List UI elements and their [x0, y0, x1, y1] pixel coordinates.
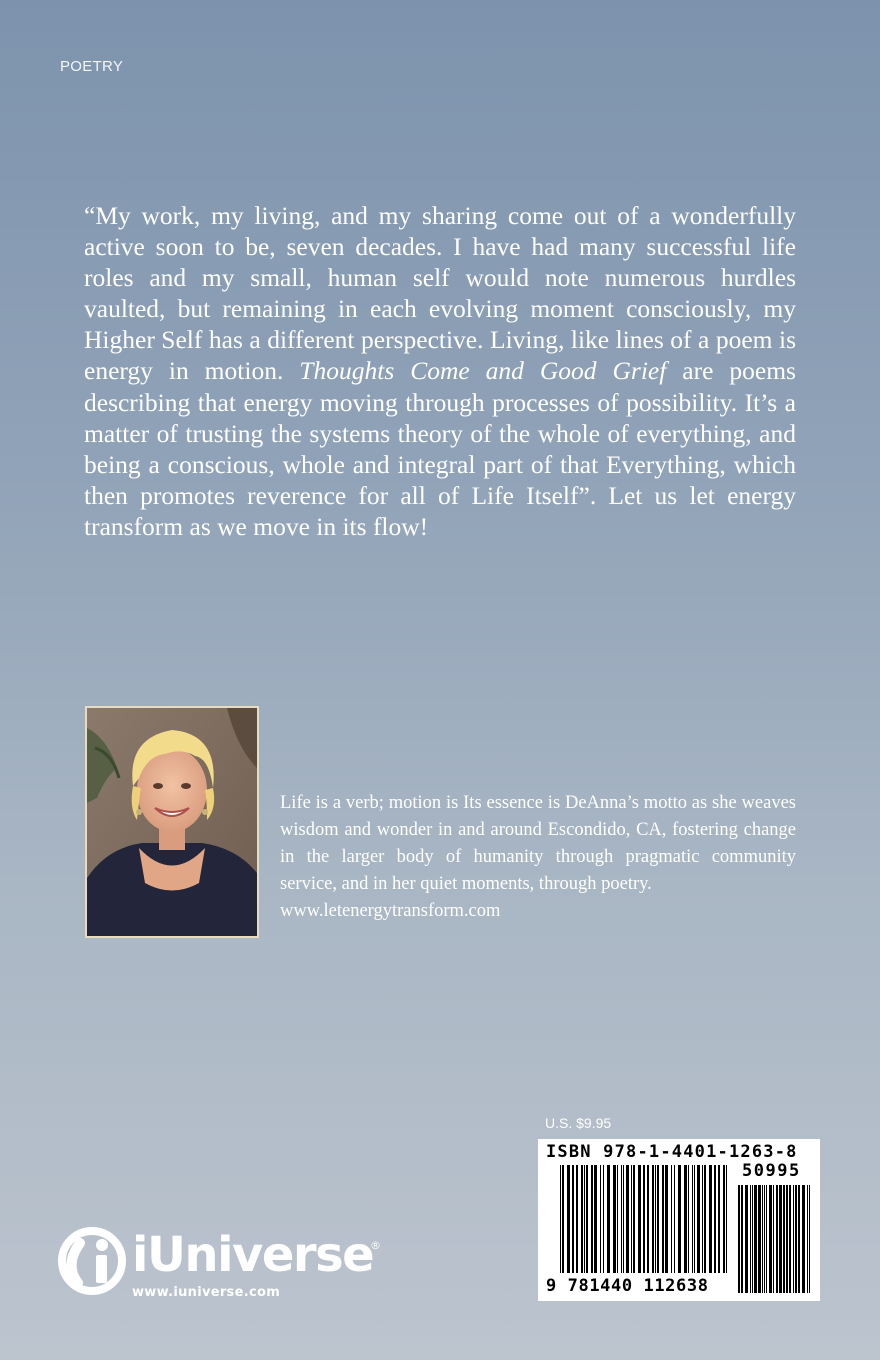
book-title-italic: Thoughts Come and Good Grief — [299, 356, 667, 386]
addon-barcode-bar — [779, 1185, 782, 1293]
barcode-bar — [652, 1165, 654, 1273]
addon-barcode-bar — [795, 1185, 797, 1293]
addon-barcode-bar — [762, 1185, 763, 1293]
blurb-text-before: “My work, my living, and my sharing come out of a wonderfully active soon to be, seven decades. I have had many successful life roles and my small, human self would note numerous hurdles vaulted, but remaining in each evolving moment consciously, my Higher Self has a different perspective. Living, like lines of a poem is energy in motion. — [84, 201, 796, 386]
author-bio-text: Life is a verb; motion is Its essence is DeAnna’s motto as she weaves wisdom and wonder in and around Escondido, CA, fostering change in the larger body of humanity through pragmatic community service, and in her quiet moments, through poetry. — [280, 793, 796, 894]
barcode-bar — [631, 1165, 632, 1273]
addon-barcode-bar — [776, 1185, 778, 1293]
barcode-bar — [647, 1165, 649, 1273]
barcode-bar — [709, 1165, 712, 1273]
barcode-bar — [697, 1165, 700, 1273]
barcode-bar — [586, 1165, 588, 1273]
addon-barcode-bar — [786, 1185, 788, 1293]
barcode-bar — [594, 1165, 597, 1273]
iuniverse-swirl-icon — [58, 1225, 130, 1295]
author-bio — [280, 790, 796, 925]
barcode-bar — [633, 1165, 635, 1273]
barcode-bar — [560, 1165, 561, 1273]
addon-barcode-bar — [769, 1185, 772, 1293]
addon-barcode-bar — [750, 1185, 751, 1293]
barcode-bar — [662, 1165, 664, 1273]
barcode-bar — [714, 1165, 716, 1273]
addon-barcode-bar — [773, 1185, 774, 1293]
barcode-bar — [562, 1165, 564, 1273]
barcode-bar — [581, 1165, 583, 1273]
barcode-bar — [723, 1165, 725, 1273]
barcode-bar — [678, 1165, 681, 1273]
barcode-bar — [621, 1165, 622, 1273]
addon-barcode-bar — [793, 1185, 794, 1293]
addon-barcode-bar — [798, 1185, 800, 1293]
barcode-bar — [626, 1165, 629, 1273]
barcode-bar — [692, 1165, 693, 1273]
barcode-bar — [655, 1165, 656, 1273]
addon-barcode-bar — [764, 1185, 765, 1293]
publisher-website[interactable]: www.iuniverse.com — [132, 1285, 281, 1300]
barcode-bar — [617, 1165, 618, 1273]
addon-barcode-bar — [752, 1185, 753, 1293]
barcode-bar — [603, 1165, 604, 1273]
publisher-logo — [58, 1225, 388, 1305]
author-website-link[interactable]: www.letenergytransform.com — [280, 901, 501, 921]
barcode-bar — [613, 1165, 616, 1273]
barcode-bar — [674, 1165, 675, 1273]
barcode-bar — [638, 1165, 641, 1273]
barcode-bar — [572, 1165, 574, 1273]
registered-mark: ® — [370, 1239, 381, 1252]
addon-barcode-bar — [754, 1185, 757, 1293]
barcode-bar — [600, 1165, 601, 1273]
back-cover-blurb — [84, 200, 796, 542]
barcode-bar — [726, 1165, 727, 1273]
addon-barcode-bar — [789, 1185, 791, 1293]
barcode-bar — [623, 1165, 624, 1273]
addon-barcode-bar — [783, 1185, 785, 1293]
addon-barcode-bar — [745, 1185, 748, 1293]
publisher-name: iUniverse — [132, 1227, 374, 1283]
category-label: POETRY — [60, 58, 124, 75]
barcode-bar — [671, 1165, 672, 1273]
addon-barcode-bar — [807, 1185, 808, 1293]
barcode-bar — [702, 1165, 703, 1273]
barcode-bar — [657, 1165, 659, 1273]
barcode-bar — [567, 1165, 570, 1273]
barcode-bar — [718, 1165, 720, 1273]
barcode-bar — [684, 1165, 687, 1273]
blurb-text-after: are poems describing that energy moving through processes of possibility. It’s a matter of trusting the systems theory of the whole of everything, and being a conscious, whole and integral part of that Everything, which then promotes reverence for all of Life Itself”. Let us let energy transform as we move in its flow! — [84, 356, 796, 541]
price-addon-code: 50995 — [742, 1161, 801, 1181]
barcode-bar — [665, 1165, 668, 1273]
isbn-number: ISBN 978-1-4401-1263-8 — [546, 1142, 798, 1162]
addon-barcode-bar — [758, 1185, 761, 1293]
addon-barcode-bar — [809, 1185, 810, 1293]
addon-barcode-bar — [738, 1185, 740, 1293]
barcode-bar — [694, 1165, 695, 1273]
author-portrait-illustration — [87, 708, 257, 936]
barcode-bar — [704, 1165, 706, 1273]
price-label: U.S. $9.95 — [545, 1115, 612, 1131]
barcode-bar — [643, 1165, 645, 1273]
addon-barcode-bar — [766, 1185, 767, 1293]
barcode-bar — [607, 1165, 610, 1273]
barcode-bar — [591, 1165, 593, 1273]
barcode-bar — [584, 1165, 585, 1273]
barcode-bar — [576, 1165, 578, 1273]
barcode-bar — [688, 1165, 689, 1273]
ean-digits: 9 781440 112638 — [546, 1276, 709, 1296]
author-photo — [85, 706, 259, 938]
isbn-barcode — [538, 1139, 820, 1301]
addon-barcode-bar — [741, 1185, 743, 1293]
addon-barcode-bar — [802, 1185, 805, 1293]
